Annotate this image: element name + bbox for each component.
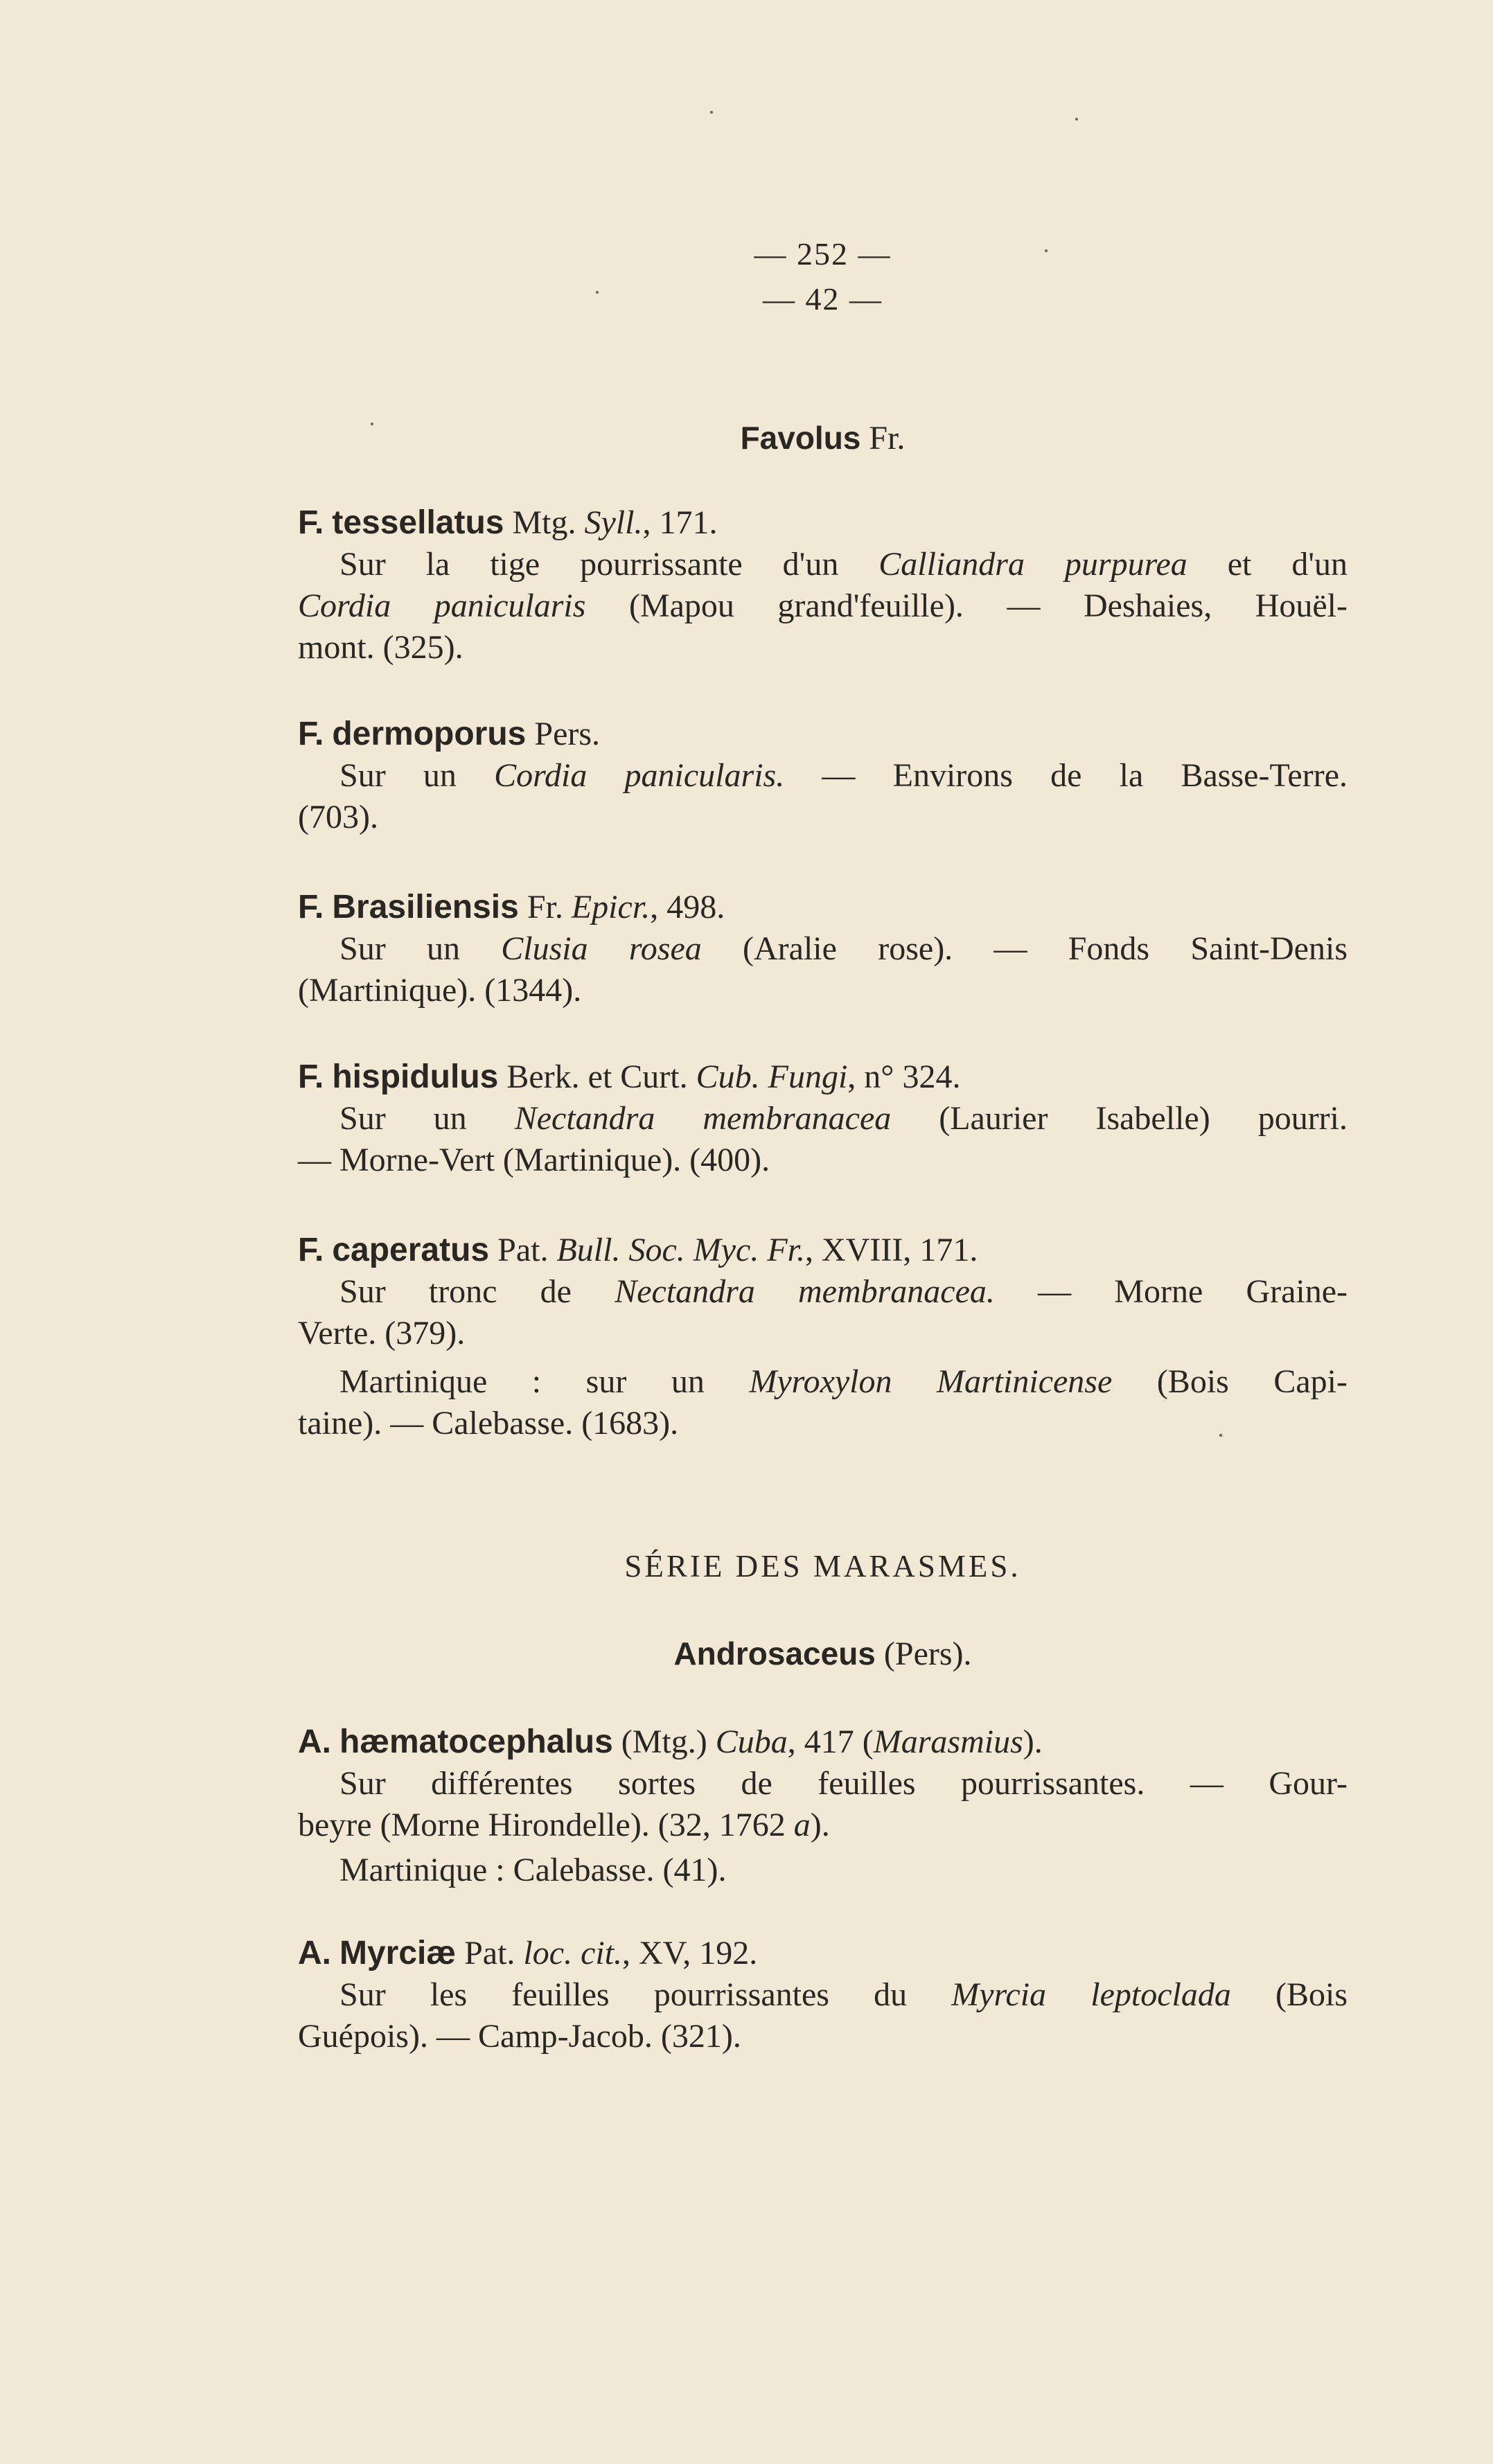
paper-speck: [1219, 1434, 1222, 1437]
entry-text-line: Sur un Clusia rosea (Aralie rose). — Fonds Saint-Denis: [339, 930, 1348, 967]
entry-text-line: Sur un Cordia panicularis. — Environs de la Basse-Terre.: [339, 757, 1348, 794]
entry-text-line: (Martinique). (1344).: [298, 972, 582, 1009]
paper-speck: [596, 291, 599, 294]
species-name: Myrciæ: [339, 1935, 457, 1971]
series-title: SÉRIE DES MARASMES.: [624, 1549, 1021, 1584]
genus-name: Favolus: [740, 420, 861, 456]
genus-heading-favolus: [298, 419, 1348, 457]
paper-speck: [1045, 249, 1048, 252]
entry-text-line: Cordia panicularis (Mapou grand'feuille). — Deshaies, Houël-: [298, 587, 1348, 624]
entry-text-line: beyre (Morne Hirondelle). (32, 1762 a).: [298, 1807, 830, 1843]
paper-speck: [371, 423, 373, 425]
species-name: caperatus: [332, 1232, 490, 1268]
paper-speck: [1075, 118, 1078, 121]
entry-text-line: Guépois). — Camp-Jacob. (321).: [298, 2018, 741, 2055]
page-number-section: — 42 —: [763, 281, 883, 317]
species-name: Brasiliensis: [332, 889, 519, 925]
genus-author: Fr.: [860, 420, 905, 457]
genus-name: Androsaceus: [673, 1636, 876, 1672]
species-name: dermoporus: [332, 716, 527, 752]
species-name: tessellatus: [332, 504, 504, 541]
entry-text-line: (703).: [298, 799, 378, 835]
genus-heading-androsaceus: [298, 1635, 1348, 1673]
book-page: [298, 0, 1348, 2464]
entry-text-line: Sur différentes sortes de feuilles pourrissantes. — Gour-: [339, 1765, 1348, 1802]
entry-text-line: Verte. (379).: [298, 1315, 466, 1351]
entry-text-line: Martinique : sur un Myroxylon Martinicense (Bois Capi-: [339, 1363, 1348, 1400]
paper-speck: [710, 111, 713, 114]
entry-text-line: Sur les feuilles pourrissantes du Myrcia leptoclada (Bois: [339, 1976, 1348, 2013]
genus-author: (Pers).: [875, 1636, 972, 1672]
entry-text-line: Martinique : Calebasse. (41).: [339, 1852, 727, 1888]
species-heading-hispidulus: F. hispidulus Berk. et Curt. Cub. Fungi, n° 324.: [298, 1058, 961, 1095]
species-heading-haematocephalus: A. hæmatocephalus (Mtg.) Cuba, 417 (Marasmius).: [298, 1723, 1043, 1760]
page-number-continuous: — 252 —: [754, 236, 892, 272]
entry-text-line: Sur la tige pourrissante d'un Calliandra purpurea et d'un: [339, 546, 1348, 583]
entry-text-line: mont. (325).: [298, 629, 463, 666]
species-heading-dermoporus: F. dermoporus Pers.: [298, 716, 601, 752]
entry-text-line: Sur tronc de Nectandra membranacea. — Morne Graine-: [339, 1273, 1348, 1310]
entry-text-line: Sur un Nectandra membranacea (Laurier Isabelle) pourri.: [339, 1100, 1348, 1137]
species-heading-caperatus: F. caperatus Pat. Bull. Soc. Myc. Fr., XVIII, 171.: [298, 1232, 978, 1268]
species-name: hæmatocephalus: [339, 1723, 613, 1760]
species-heading-brasiliensis: F. Brasiliensis Fr. Epicr., 498.: [298, 889, 725, 925]
species-name: hispidulus: [332, 1058, 499, 1095]
entry-text-line: — Morne-Vert (Martinique). (400).: [298, 1142, 770, 1178]
species-heading-tessellatus: F. tessellatus Mtg. Syll., 171.: [298, 504, 718, 541]
entry-text-line: taine). — Calebasse. (1683).: [298, 1405, 679, 1442]
species-heading-myrciae: A. Myrciæ Pat. loc. cit., XV, 192.: [298, 1935, 758, 1971]
